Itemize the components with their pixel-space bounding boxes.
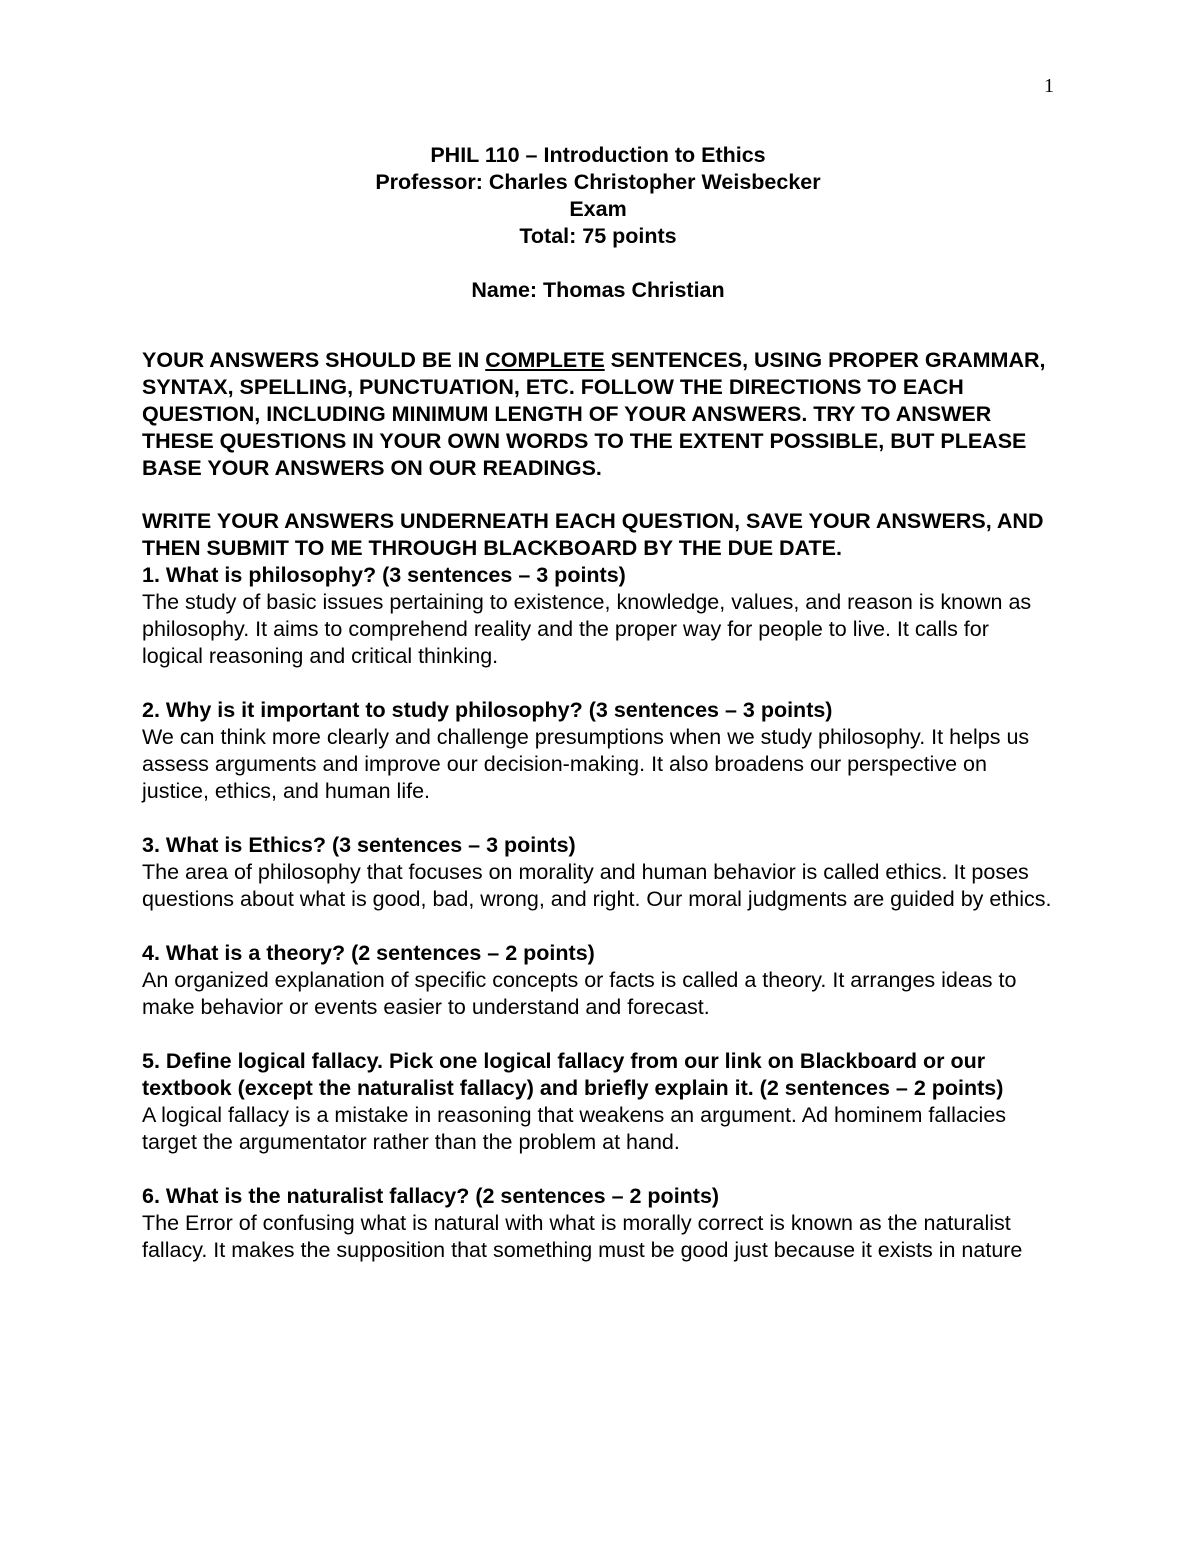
spacer (142, 250, 1054, 277)
question-5: 5. Define logical fallacy. Pick one logical fallacy from our link on Blackboard or our textbook (except the naturalist fallacy) and briefly explain it. (2 sentences – 2 points) (142, 1049, 1004, 1100)
spacer (142, 1021, 1054, 1048)
question-block (142, 1183, 1054, 1264)
question-3: 3. What is Ethics? (3 sentences – 3 points) (142, 833, 576, 857)
course-title: PHIL 110 – Introduction to Ethics (430, 143, 766, 167)
question-4: 4. What is a theory? (2 sentences – 2 points) (142, 941, 595, 965)
question-block (142, 1048, 1054, 1156)
spacer (142, 670, 1054, 697)
answer-5: A logical fallacy is a mistake in reasoning that weakens an argument. Ad hominem fallacies target the argumentator rather than the problem at hand. (142, 1103, 1007, 1154)
question-6: 6. What is the naturalist fallacy? (2 sentences – 2 points) (142, 1184, 720, 1208)
spacer (142, 482, 1054, 508)
student-name: Name: Thomas Christian (471, 278, 725, 302)
page-number: 1 (1044, 75, 1054, 97)
exam-header (142, 142, 1054, 304)
answer-2: We can think more clearly and challenge presumptions when we study philosophy. It helps us assess arguments and improve our decision-making. It also broadens our perspective on justice, ethics, and human life. (142, 725, 1030, 803)
question-block (142, 562, 1054, 670)
question-block (142, 832, 1054, 913)
instructions-paragraph-1 (142, 347, 1054, 482)
question-block (142, 940, 1054, 1021)
document-body (142, 142, 1054, 1264)
spacer (142, 805, 1054, 832)
answer-3: The area of philosophy that focuses on morality and human behavior is called ethics. It poses questions about what is good, bad, wrong, and right. Our moral judgments are guided by ethics. (142, 860, 1052, 911)
instructions-text-start: YOUR ANSWERS SHOULD BE IN (142, 348, 486, 372)
spacer (142, 1156, 1054, 1183)
exam-label: Exam (569, 197, 627, 221)
spacer (142, 304, 1054, 347)
question-block (142, 697, 1054, 805)
question-2: 2. Why is it important to study philosophy? (3 sentences – 3 points) (142, 698, 833, 722)
instructions-paragraph-2: WRITE YOUR ANSWERS UNDERNEATH EACH QUESTION, SAVE YOUR ANSWERS, AND THEN SUBMIT TO ME THROUGH BLACKBOARD BY THE DUE DATE. (142, 509, 1044, 560)
total-points: Total: 75 points (519, 224, 677, 248)
spacer (142, 913, 1054, 940)
answer-1: The study of basic issues pertaining to existence, knowledge, values, and reason is known as philosophy. It aims to comprehend reality and the proper way for people to live. It calls for logical reasoning and critical thinking. (142, 590, 1032, 668)
answer-6: The Error of confusing what is natural with what is morally correct is known as the naturalist fallacy. It makes the supposition that something must be good just because it exists in nature (142, 1211, 1023, 1262)
question-1: 1. What is philosophy? (3 sentences – 3 points) (142, 563, 626, 587)
answer-4: An organized explanation of specific concepts or facts is called a theory. It arranges ideas to make behavior or events easier to understand and forecast. (142, 968, 1017, 1019)
professor-line: Professor: Charles Christopher Weisbecker (375, 170, 821, 194)
instructions-emphasis: COMPLETE (485, 348, 605, 372)
instructions-text-end: SENTENCES, USING PROPER GRAMMAR, SYNTAX, SPELLING, PUNCTUATION, ETC. FOLLOW THE DIRECTIONS TO EACH QUESTION, INCLUDING MINIMUM LENGTH OF YOUR ANSWERS. TRY TO ANSWER THESE QUESTIONS IN YOUR OWN WORDS TO THE EXTENT POSSIBLE, BUT PLEASE BASE YOUR ANSWERS ON OUR READINGS. (142, 348, 1046, 480)
